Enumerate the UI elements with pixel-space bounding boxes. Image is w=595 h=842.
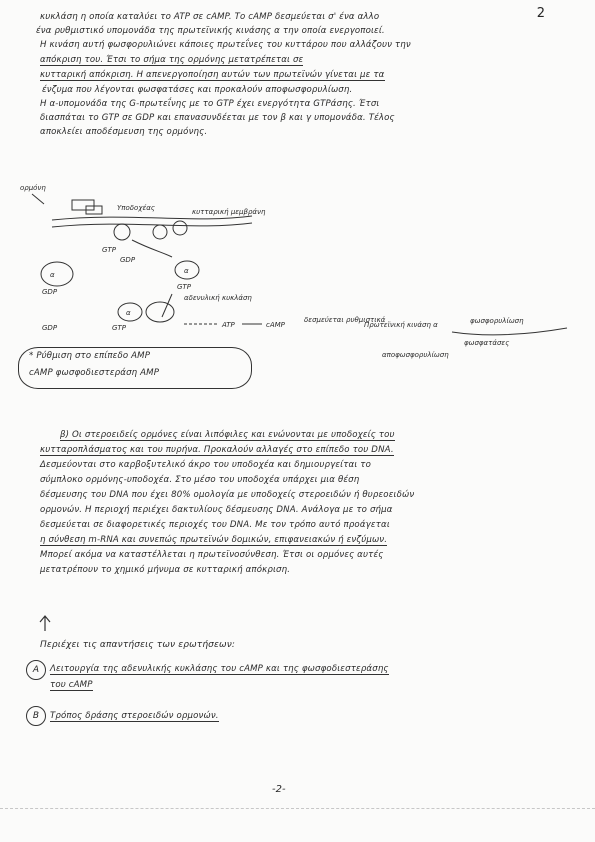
gdp-label: GDP [42, 324, 58, 332]
text-line: ένα ρυθμιστικό υπομονάδα της πρωτεϊνικής κινάσης α την οποία ενεργοποιεί. [36, 26, 385, 36]
text-line: κυτταροπλάσματος και του πυρήνα. Προκαλούν αλλαγές στο επίπεδο του DNA. [40, 445, 394, 455]
camp-label: cAMP [266, 321, 285, 329]
text-line: κυτταρική απόκριση. Η απενεργοποίηση αυτών των πρωτεϊνών γίνεται με τα [40, 70, 385, 80]
text-line: δεσμεύεται σε διαφορετικές περιοχές του DNA. Με τον τρόπο αυτό προάγεται [40, 520, 390, 530]
receptor-shape [72, 200, 94, 210]
membrane-label: κυτταρική μεμβράνη [192, 208, 266, 216]
gtp-label: GTP [177, 283, 191, 291]
text-line: απόκριση του. Έτσι το σήμα της ορμόνης μετατρέπεται σε [40, 55, 304, 65]
text-line: σύμπλοκο ορμόνης-υποδοχέα. Στο μέσο του υποδοχέα υπάρχει μια θέση [40, 475, 360, 485]
text-line: Δεσμεύονται στο καρβοξυτελικό άκρο του υποδοχέα και δημιουργείται το [40, 460, 372, 470]
item-a-line: Λειτουργία της αδενυλικής κυκλάσης του cAMP και της φωσφοδιεστεράσης [50, 664, 389, 674]
notes-heading: Περιέχει τις απαντήσεις των ερωτήσεων: [40, 640, 236, 650]
item-b-line: Τρόπος δράσης στεροειδών ορμονών. [50, 711, 219, 721]
regulation-box [18, 347, 252, 389]
text-line: η σύνθεση m-RNA και συνεπώς πρωτεϊνών δομικών, επιφανειακών ή ενζύμων. [40, 535, 388, 545]
item-b-marker: B [26, 706, 46, 726]
corner-page-number: 2 [536, 6, 545, 21]
box-line: * Ρύθμιση στο επίπεδο AMP [29, 351, 151, 361]
text-line: μετατρέπουν το χημικό μήνυμα σε κυτταρική απόκριση. [40, 565, 291, 575]
item-a-marker: A [26, 660, 46, 680]
kinase-label: Πρωτεϊνική κινάση α [364, 321, 438, 329]
up-arrow-icon [38, 614, 52, 632]
hormone-label: ορμόνη [20, 184, 46, 192]
alpha-label: α [50, 271, 55, 279]
gtp-label: GTP [102, 246, 116, 254]
receptor-label: Υποδοχέας [117, 204, 155, 212]
text-line: β) Οι στεροειδείς ορμόνες είναι λιπόφιλες και ενώνονται με υποδοχείς του [60, 430, 395, 440]
item-a-line: του cAMP [50, 680, 93, 690]
gtp-label: GTP [112, 324, 126, 332]
membrane-line [52, 216, 252, 220]
text-line: Η κινάση αυτή φωσφορυλιώνει κάποιες πρωτεΐνες του κυττάρου που αλλάζουν την [40, 40, 411, 50]
binding-label: δεσμεύεται ρυθμιστικά [304, 316, 386, 324]
page-edge [0, 808, 595, 809]
phospho-label: φωσφορυλίωση [470, 317, 524, 325]
cyclase-label: αδενυλική κυκλάση [184, 294, 252, 302]
text-line: Μπορεί ακόμα να καταστέλλεται η πρωτεϊνοσύνθεση. Έτσι οι ορμόνες αυτές [40, 550, 384, 560]
phosphatases-label: φωσφατάσες [464, 339, 510, 347]
page-number: -2- [272, 784, 286, 795]
alpha-label: α [184, 267, 189, 275]
text-line: δέσμευσης του DNA που έχει 80% ομολογία με υποδοχείς στεροειδών ή θυρεοειδών [40, 490, 415, 500]
gdp-label: GDP [120, 256, 136, 264]
alpha-label: α [126, 309, 131, 317]
box-line: cAMP φωσφοδιεστεράση AMP [29, 368, 160, 378]
text-line: διασπάται το GTP σε GDP και επανασυνδέεται με τον β και γ υπομονάδα. Τέλος [40, 113, 395, 123]
text-line: κυκλάση η οποία καταλύει το ATP σε cAMP. Το cAMP δεσμεύεται σ' ένα αλλο [40, 12, 380, 22]
gdp-label: GDP [42, 288, 58, 296]
text-line: ορμονών. Η περιοχή περιέχει δακτυλίους δέσμευσης DNA. Ανάλογα με το σήμα [40, 505, 393, 515]
atp-label: ATP [222, 321, 235, 329]
text-line: Η α-υπομονάδα της G-πρωτεΐνης με το GTP έχει ενεργότητα GTPάσης. Έτσι [40, 99, 380, 109]
text-line: αποκλείει αποδέσμευση της ορμόνης. [40, 127, 208, 137]
dephospho-label: αποφωσφορυλίωση [382, 351, 449, 359]
text-line: ένζυμα που λέγονται φωσφατάσες και προκαλούν αποφωσφορυλίωση. [42, 85, 353, 95]
